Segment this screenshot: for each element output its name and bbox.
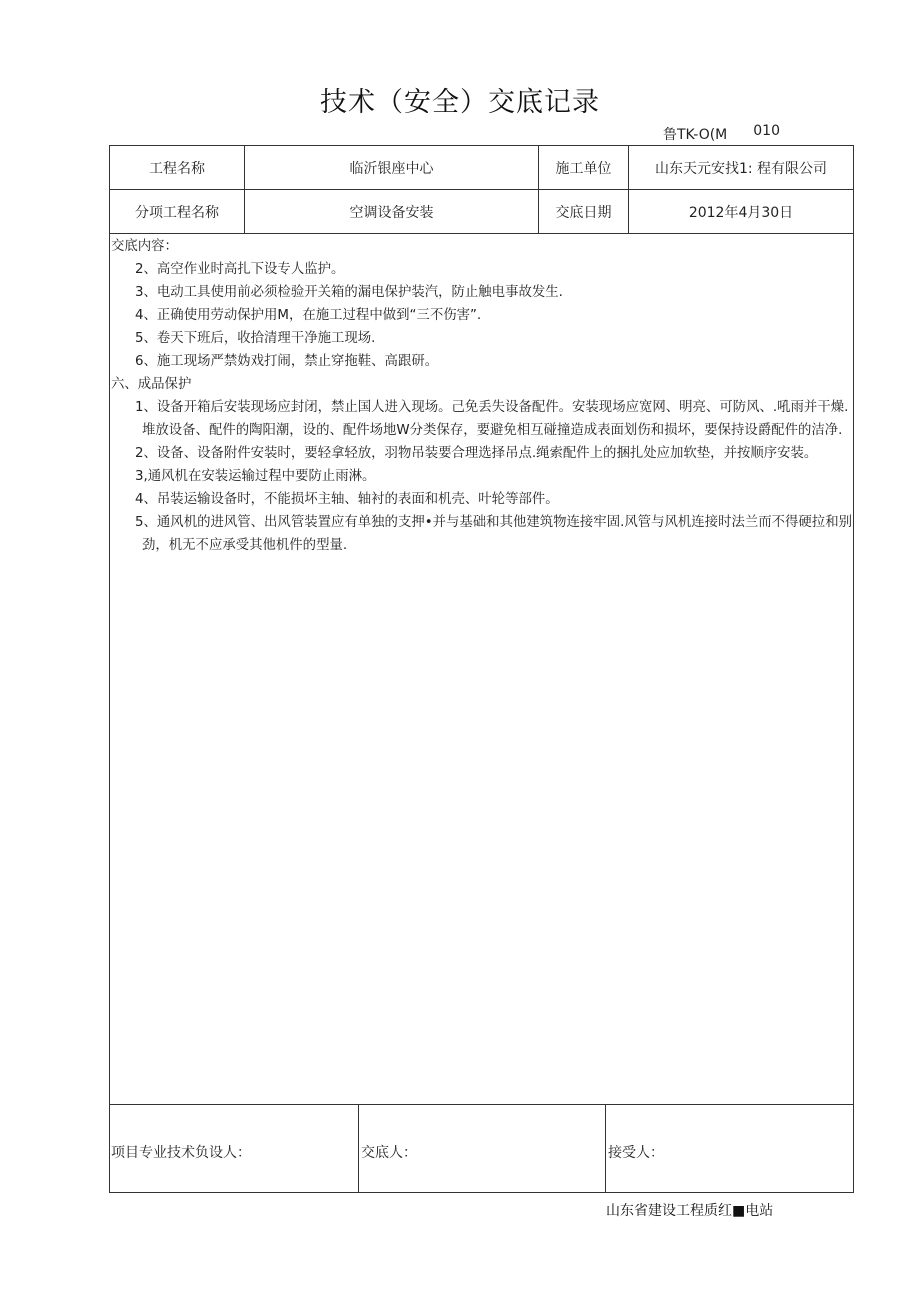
column-divider bbox=[605, 1104, 606, 1193]
safety-item: 3、电动工具使用前必须检验开关箱的漏电保护装汽，防止触电事故发生. bbox=[135, 285, 563, 300]
protection-item: 5、通风机的进风管、出风管装置应有单独的支押•并与基础和其他建筑物连接牢固.风管与风机连接时法兰而不得硬拉和别劲，机无不应承受其他机件的型量. bbox=[135, 515, 852, 553]
project-name-label: 工程名称 bbox=[149, 160, 205, 177]
discloser-signature-label: 交底人： bbox=[361, 1145, 417, 1161]
disclosure-content bbox=[110, 235, 853, 557]
form-code-prefix: 鲁TK-O(M bbox=[663, 127, 728, 143]
protection-item: 2、设备、设备附件安装时，要轻拿轻放，羽物吊装要合理选择吊点.绳索配件上的捆扎处应加软垫，并按顺序安装。 bbox=[135, 446, 818, 461]
section-heading-protection: 六、成品保护 bbox=[111, 377, 192, 392]
receiver-signature-label: 接受人： bbox=[608, 1145, 664, 1161]
form-code bbox=[663, 124, 780, 144]
contractor-label: 施工单位 bbox=[555, 160, 612, 177]
disclosure-date-value: 2012年4月30日 bbox=[688, 204, 794, 221]
form-code-number: 010 bbox=[753, 123, 780, 139]
disclosure-date-label: 交底日期 bbox=[555, 204, 612, 221]
contractor-value: 山东天元安找1: 程有限公司 bbox=[654, 160, 828, 177]
content-heading: 交底内容： bbox=[111, 239, 178, 254]
issuer-footer: 山东省建设工程质红■电站 bbox=[606, 1203, 774, 1219]
safety-item: 4、正确使用劳动保护用M，在施工过程中做到“三不伤害”. bbox=[135, 308, 482, 323]
protection-item: 3,通风机在安装运输过程中要防止雨淋。 bbox=[135, 469, 376, 484]
row-divider bbox=[110, 233, 853, 234]
row-divider bbox=[110, 1104, 853, 1105]
sub-project-label: 分项工程名称 bbox=[135, 204, 219, 221]
document-title: 技术（安全）交底记录 bbox=[320, 87, 600, 118]
tech-lead-signature-label: 项目专业技术负设人： bbox=[111, 1145, 251, 1161]
record-table bbox=[109, 145, 854, 1193]
safety-item: 6、施工现场严禁妫戏打闹，禁止穿拖鞋、高跟研。 bbox=[135, 354, 439, 369]
sub-project-value: 空调设备安装 bbox=[349, 204, 434, 221]
safety-item: 2、高空作业时高扎下设专人监护。 bbox=[135, 262, 345, 277]
project-name-value: 临沂银座中心 bbox=[349, 160, 434, 177]
column-divider bbox=[358, 1104, 359, 1193]
safety-item: 5、卷天下班后，收拾清理干净施工现场. bbox=[135, 331, 376, 346]
protection-item: 4、吊装运输设备时，不能损坏主轴、轴衬的表面和机壳、叶轮等部件。 bbox=[135, 492, 559, 507]
protection-item: 1、设备开箱后安装现场应封闭，禁止国人进入现场。己免丢失设备配件。安装现场应宽网、明亮、可防风、.吼雨并干燥.堆放设备、配件的陶阳潮，设的、配件场地W分类保存，要避免相互碰撞造成表面划伤和损坏，要保持设爵配件的洁净. bbox=[135, 400, 849, 438]
